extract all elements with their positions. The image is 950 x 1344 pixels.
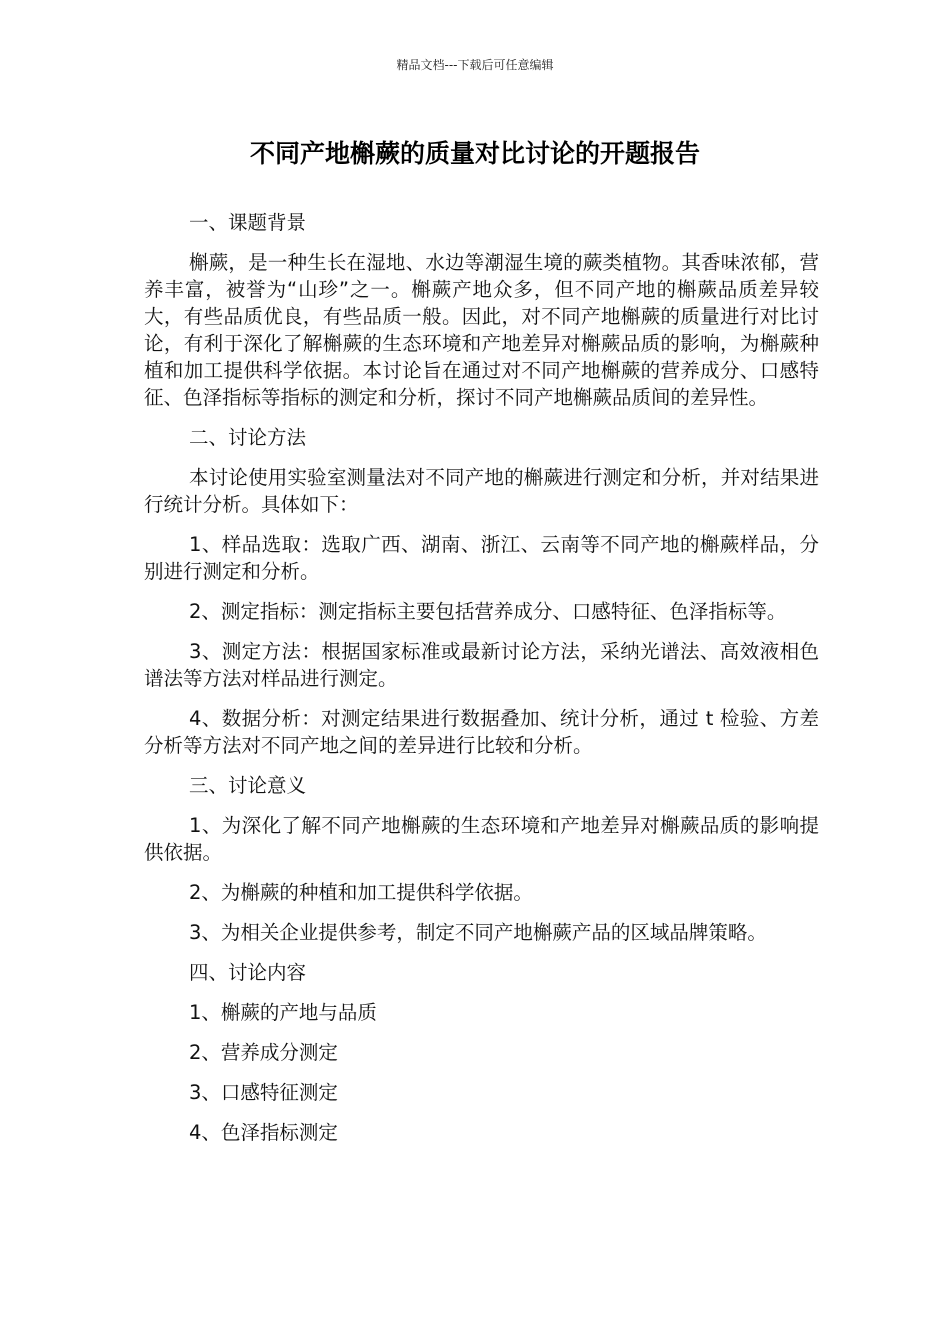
methods-item: 3、测定方法：根据国家标准或最新讨论方法，采纳光谱法、高效液相色谱法等方法对样品进行测定。 <box>144 640 819 690</box>
content-item: 2、营养成分测定 <box>189 1041 338 1064</box>
significance-item: 2、为槲蕨的种植和加工提供科学依据。 <box>189 881 533 904</box>
section-heading-significance: 三、讨论意义 <box>189 774 307 797</box>
page-header-watermark: 精品文档---下载后可任意编辑 <box>396 58 554 72</box>
document-title: 不同产地槲蕨的质量对比讨论的开题报告 <box>249 139 700 168</box>
paragraph-background: 槲蕨，是一种生长在湿地、水边等潮湿生境的蕨类植物。其香味浓郁，营养丰富，被誉为“山珍”之一。槲蕨产地众多，但不同产地的槲蕨品质差异较大，有些品质优良，有些品质一般。因此，对不同产地槲蕨的质量进行对比讨论，有利于深化了解槲蕨的生态环境和产地差异对槲蕨品质的影响，为槲蕨种植和加工提供科学依据。本讨论旨在通过对不同产地槲蕨的营养成分、口感特征、色泽指标等指标的测定和分析，探讨不同产地槲蕨品质间的差异性。 <box>144 251 819 409</box>
significance-item: 1、为深化了解不同产地槲蕨的生态环境和产地差异对槲蕨品质的影响提供依据。 <box>144 814 819 864</box>
section-heading-background: 一、课题背景 <box>189 211 307 234</box>
section-heading-content: 四、讨论内容 <box>189 961 307 984</box>
section-heading-methods: 二、讨论方法 <box>189 426 307 449</box>
content-item: 4、色泽指标测定 <box>189 1121 338 1144</box>
methods-item: 2、测定指标：测定指标主要包括营养成分、口感特征、色泽指标等。 <box>189 600 787 623</box>
paragraph-methods-intro: 本讨论使用实验室测量法对不同产地的槲蕨进行测定和分析，并对结果进行统计分析。具体如下： <box>144 466 819 516</box>
document-body <box>144 209 819 1159</box>
content-item: 1、槲蕨的产地与品质 <box>189 1001 377 1024</box>
content-item: 3、口感特征测定 <box>189 1081 338 1104</box>
methods-item: 4、数据分析：对测定结果进行数据叠加、统计分析，通过 t 检验、方差分析等方法对不同产地之间的差异进行比较和分析。 <box>144 707 819 757</box>
methods-item: 1、样品选取：选取广西、湖南、浙江、云南等不同产地的槲蕨样品，分别进行测定和分析。 <box>144 533 819 583</box>
significance-item: 3、为相关企业提供参考，制定不同产地槲蕨产品的区域品牌策略。 <box>189 921 767 944</box>
